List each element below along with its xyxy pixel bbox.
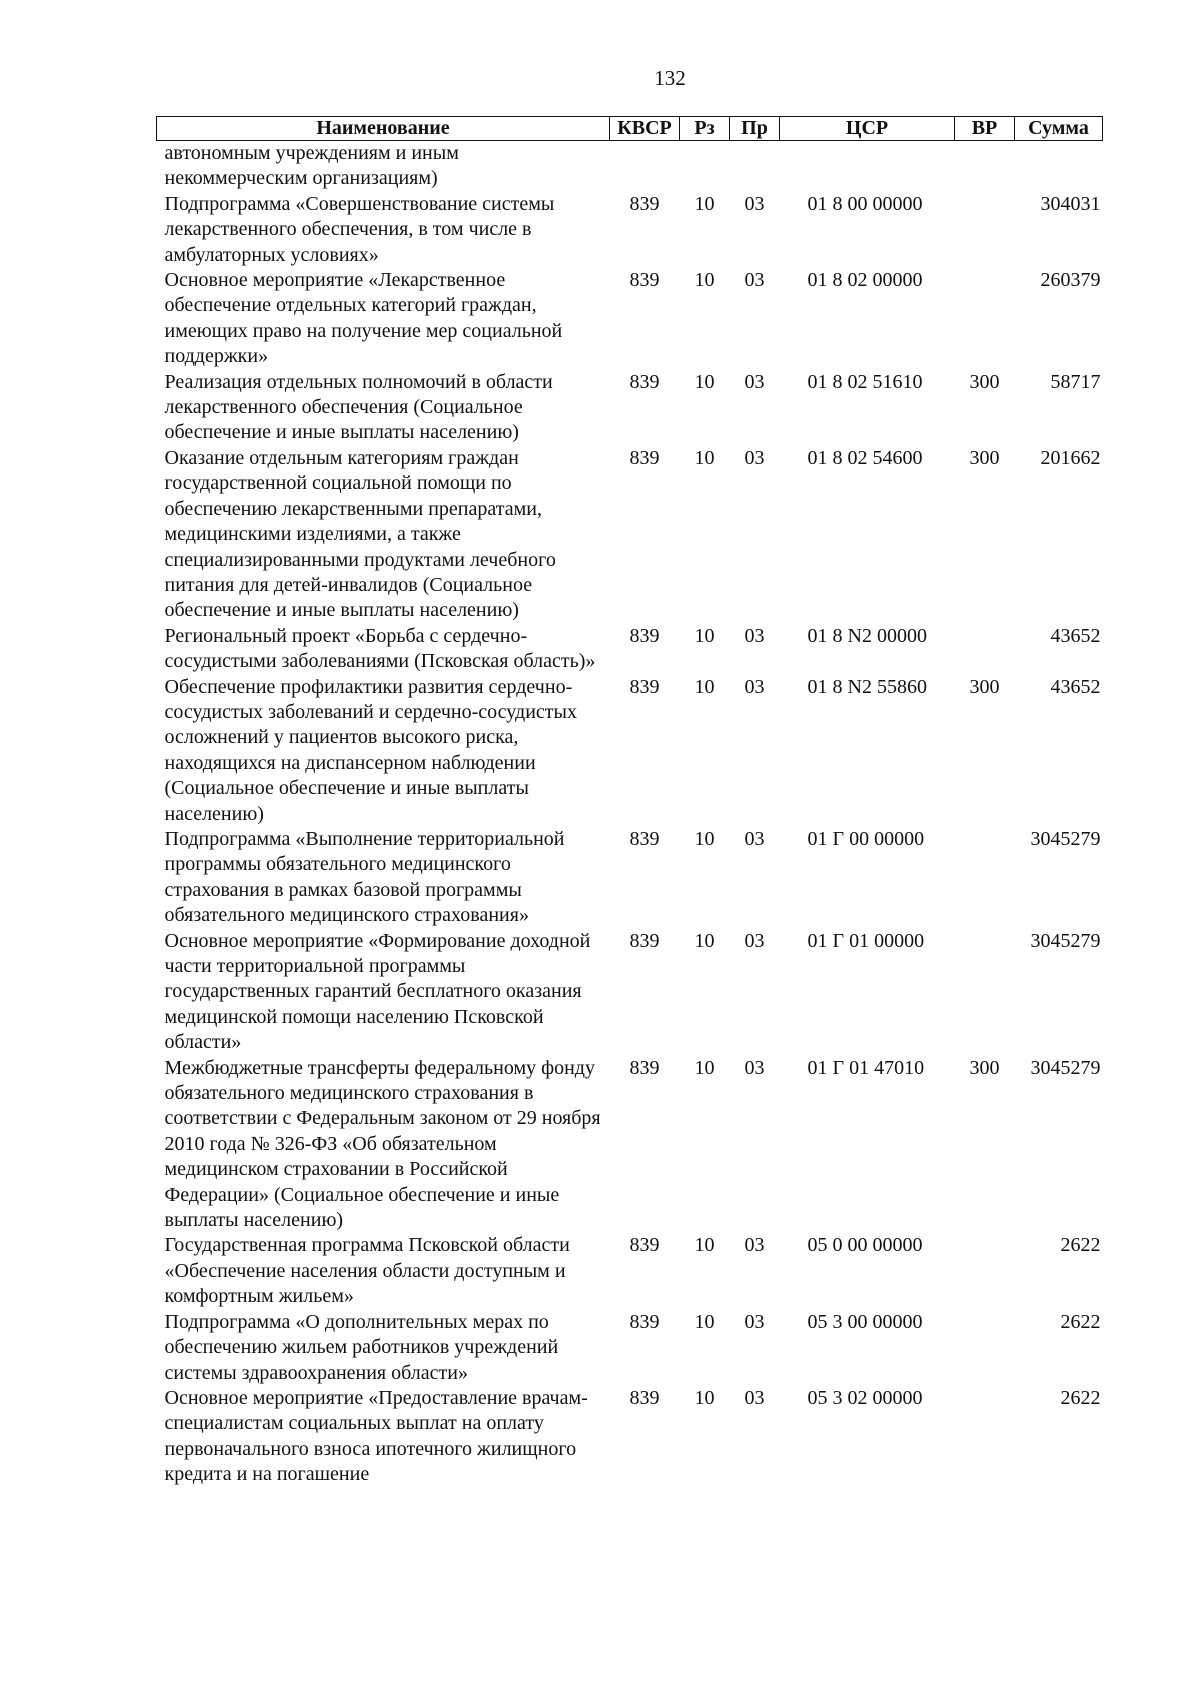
cell-name: Региональный проект «Борьба с сердечно-сосудистыми заболеваниями (Псковская область)»: [164, 624, 596, 673]
cell-pr: 03: [744, 370, 765, 393]
cell-kvsr: 839: [629, 269, 660, 292]
cell-rz: 10: [694, 624, 715, 647]
cell-csr: 01 8 02 54600: [807, 446, 923, 469]
cell-vr: [955, 192, 1015, 268]
cell-sum: 2622: [1060, 1310, 1101, 1333]
cell-pr: 03: [744, 1386, 765, 1409]
cell-rz: 10: [694, 192, 715, 215]
cell-csr: 01 8 N2 00000: [807, 624, 927, 647]
table-row: [157, 192, 1103, 268]
cell-vr: 300: [969, 446, 1000, 469]
cell-name: Подпрограмма «О дополнительных мерах по обеспечению жильем работников учреждений системы здравоохранения области»: [164, 1310, 559, 1384]
cell-rz: 10: [694, 1310, 715, 1333]
cell-rz: 10: [694, 1056, 715, 1079]
table-body: [157, 141, 1103, 1488]
cell-csr: 01 8 00 00000: [807, 192, 923, 215]
table-row: [157, 1310, 1103, 1386]
cell-name: Основное мероприятие «Формирование доходной части территориальной программы государственных гарантий бесплатного оказания медицинской помощи населению Псковской области»: [164, 929, 591, 1054]
cell-vr: [955, 268, 1015, 370]
cell-sum: 43652: [1050, 675, 1101, 698]
cell-kvsr: 839: [629, 929, 660, 952]
cell-sum: 2622: [1060, 1234, 1101, 1257]
table-row: [157, 624, 1103, 675]
cell-vr: [955, 624, 1015, 675]
cell-vr: [955, 1233, 1015, 1309]
cell-kvsr: 839: [629, 827, 660, 850]
table-row: [157, 268, 1103, 370]
cell-csr: [780, 141, 955, 192]
header-name: Наименование: [157, 117, 610, 141]
cell-rz: 10: [694, 929, 715, 952]
table-row: [157, 1386, 1103, 1488]
page-number: 132: [654, 66, 686, 90]
cell-vr: [955, 1310, 1015, 1386]
cell-name: Подпрограмма «Совершенствование системы лекарственного обеспечения, в том числе в амбулаторных условиях»: [164, 192, 555, 266]
header-row: [157, 117, 1103, 141]
cell-name: Основное мероприятие «Лекарственное обеспечение отдельных категорий граждан, имеющих право на получение мер социальной поддержки»: [164, 269, 563, 368]
cell-vr: 300: [969, 370, 1000, 393]
cell-pr: 03: [744, 929, 765, 952]
cell-vr: [955, 929, 1015, 1056]
cell-pr: [730, 141, 780, 192]
cell-pr: 03: [744, 624, 765, 647]
cell-kvsr: 839: [629, 1234, 660, 1257]
cell-csr: 01 8 02 00000: [807, 269, 923, 292]
cell-csr: 05 3 00 00000: [807, 1310, 923, 1333]
cell-pr: 03: [744, 269, 765, 292]
cell-sum: [1015, 141, 1103, 192]
cell-kvsr: 839: [629, 1056, 660, 1079]
cell-sum: 3045279: [1030, 929, 1101, 952]
table-row: [157, 1056, 1103, 1234]
cell-pr: 03: [744, 1056, 765, 1079]
cell-name: Государственная программа Псковской области «Обеспечение населения области доступным и комфортным жильем»: [164, 1234, 570, 1308]
cell-pr: 03: [744, 192, 765, 215]
cell-pr: 03: [744, 1234, 765, 1257]
cell-pr: 03: [744, 1310, 765, 1333]
header-vr: ВР: [955, 117, 1015, 141]
table-row: [157, 370, 1103, 446]
cell-sum: 3045279: [1030, 827, 1101, 850]
table-row: [157, 675, 1103, 827]
cell-vr: [955, 1386, 1015, 1488]
cell-csr: 05 0 00 00000: [807, 1234, 923, 1257]
cell-rz: [680, 141, 730, 192]
cell-sum: 58717: [1050, 370, 1101, 393]
table-header: [157, 117, 1103, 141]
cell-pr: 03: [744, 446, 765, 469]
cell-csr: 01 Г 01 00000: [807, 929, 925, 952]
cell-rz: 10: [694, 1386, 715, 1409]
cell-kvsr: 839: [629, 675, 660, 698]
cell-rz: 10: [694, 827, 715, 850]
cell-kvsr: 839: [629, 624, 660, 647]
cell-name: Реализация отдельных полномочий в области лекарственного обеспечения (Социальное обеспечение и иные выплаты населению): [164, 370, 553, 444]
header-kvsr: КВСР: [610, 117, 680, 141]
header-sum: Сумма: [1015, 117, 1103, 141]
cell-rz: 10: [694, 370, 715, 393]
cell-vr: 300: [969, 1056, 1000, 1079]
cell-rz: 10: [694, 1234, 715, 1257]
cell-sum: 260379: [1040, 269, 1101, 292]
cell-sum: 43652: [1050, 624, 1101, 647]
cell-sum: 3045279: [1030, 1056, 1101, 1079]
cell-sum: 201662: [1040, 446, 1101, 469]
cell-kvsr: 839: [629, 1386, 660, 1409]
cell-csr: 01 Г 01 47010: [807, 1056, 925, 1079]
cell-kvsr: 839: [629, 1310, 660, 1333]
cell-vr: 300: [969, 675, 1000, 698]
cell-rz: 10: [694, 269, 715, 292]
table-row: [157, 929, 1103, 1056]
header-rz: Рз: [680, 117, 730, 141]
cell-vr: [955, 827, 1015, 929]
cell-csr: 01 8 02 51610: [807, 370, 923, 393]
cell-name: Подпрограмма «Выполнение территориальной программы обязательного медицинского страхования в рамках базовой программы обязательного медицинского страхования»: [164, 827, 565, 927]
cell-name: Основное мероприятие «Предоставление врачам-специалистам социальных выплат на оплату первоначального взноса ипотечного жилищного кредита и на погашение: [164, 1386, 588, 1486]
table-row: [157, 827, 1103, 929]
cell-csr: 05 3 02 00000: [807, 1386, 923, 1409]
cell-pr: 03: [744, 675, 765, 698]
budget-table: [156, 116, 1103, 1488]
cell-kvsr: [610, 141, 680, 192]
cell-sum: 304031: [1040, 192, 1101, 215]
table-row: [157, 446, 1103, 624]
cell-rz: 10: [694, 675, 715, 698]
cell-csr: 01 8 N2 55860: [807, 675, 927, 698]
cell-kvsr: 839: [629, 370, 660, 393]
header-pr: Пр: [730, 117, 780, 141]
cell-kvsr: 839: [629, 192, 660, 215]
cell-kvsr: 839: [629, 446, 660, 469]
cell-sum: 2622: [1060, 1386, 1101, 1409]
cell-name: Оказание отдельным категориям граждан государственной социальной помощи по обеспечению лекарственными препаратами, медицинскими изделиями, а также специализированными продуктами лечебного питания для детей-инвалидов (Социальное обеспечение и иные выплаты населению): [164, 446, 556, 622]
cell-name: автономным учреждениям и иным некоммерческим организациям): [164, 142, 459, 190]
cell-vr: [955, 141, 1015, 192]
table-row: [157, 1233, 1103, 1309]
cell-name: Обеспечение профилактики развития сердечно-сосудистых заболеваний и сердечно-сосудистых осложнений у пациентов высокого риска, находящихся на диспансерном наблюдении (Социальное обеспечение и иные выплаты населению): [164, 675, 577, 825]
cell-rz: 10: [694, 446, 715, 469]
cell-csr: 01 Г 00 00000: [807, 827, 925, 850]
cell-pr: 03: [744, 827, 765, 850]
table-row: [157, 141, 1103, 192]
cell-name: Межбюджетные трансферты федеральному фонду обязательного медицинского страхования в соответствии с Федеральным законом от 29 ноября 2010 года № 326-ФЗ «Об обязательном медицинском страховании в Российской Федерации» (Социальное обеспечение и иные выплаты населению): [164, 1056, 601, 1232]
header-csr: ЦСР: [780, 117, 955, 141]
